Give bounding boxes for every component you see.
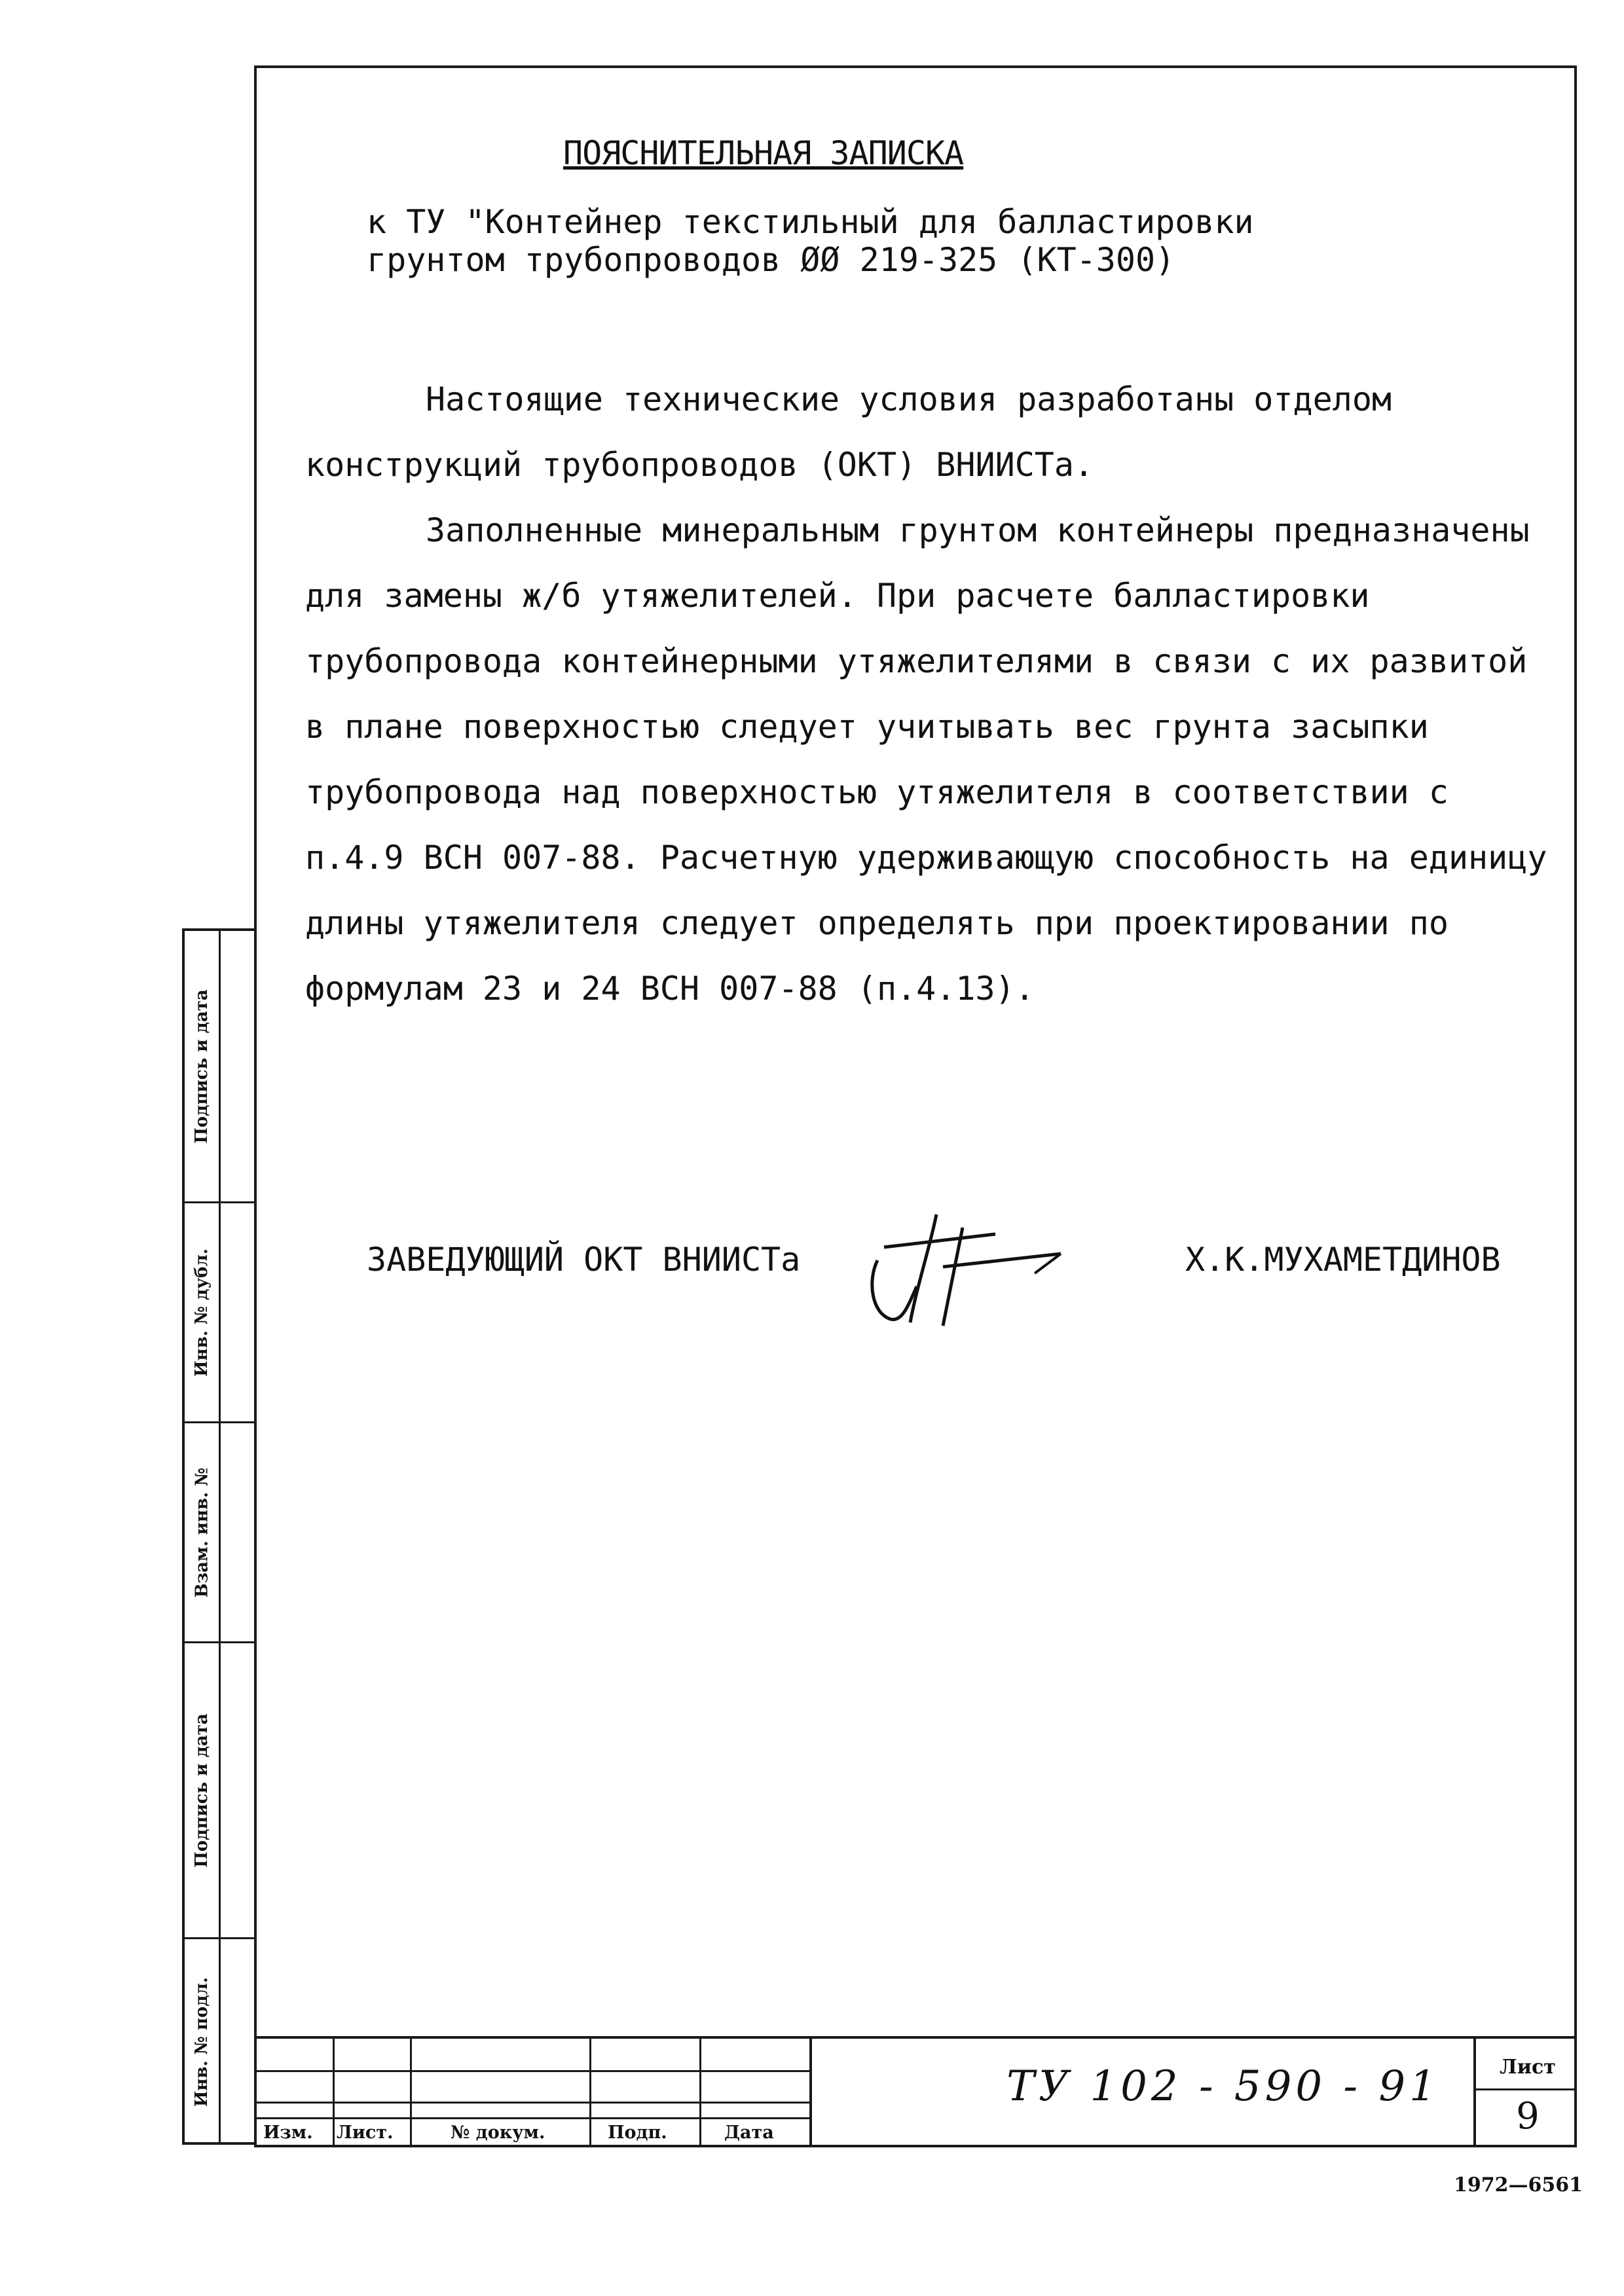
stamp-header-sheet: Лист. [337,2123,394,2143]
document-subtitle [367,203,1254,279]
signatory-role: ЗАВЕДУЮЩИЙ ОКТ ВНИИСТа [367,1241,801,1279]
paragraph-1: Настоящие технические условия разработаны отделом конструкций трубопроводов (ОКТ) ВНИИСТа. [305,380,1392,484]
signatory-name: Х.К.МУХАМЕТДИНОВ [1185,1241,1501,1279]
print-code: 1972—6561 [1454,2174,1583,2196]
sidebar-cell-replacement-inv [185,1423,254,1643]
subtitle-line-1: к ТУ "Контейнер текстильный для балластировки [367,203,1254,241]
title-block-stamp [254,2036,1577,2147]
document-code: ТУ 102 - 590 - 91 [1006,2062,1440,2111]
sidebar-cell-original-inv [185,1939,254,2145]
side-registration-strip [182,928,254,2145]
sidebar-label: Подпись и дата [192,1713,212,1868]
stamp-header-signature: Подп. [608,2123,667,2143]
sidebar-label: Инв. № подл. [192,1977,212,2107]
sidebar-cell-duplicate-inv [185,1203,254,1423]
body-text [305,367,1549,1021]
sidebar-label: Взам. инв. № [192,1467,212,1597]
sidebar-label: Инв. № дубл. [192,1248,212,1377]
stamp-header-date: Дата [724,2123,774,2143]
sheet-label: Лист [1500,2056,1556,2079]
stamp-header-doc-number: № докум. [451,2123,545,2143]
sheet-number: 9 [1516,2095,1540,2138]
handwritten-signature [864,1208,1074,1332]
sidebar-cell-signature-date-2 [185,1643,254,1939]
paragraph-2: Заполненные минеральным грунтом контейнеры предназначены для замены ж/б утяжелителей. При расчете балластировки трубопровода контейнерными утяжелителями в связи с их развитой в плане поверхностью следует учитывать вес грунта засыпки трубопровода над поверхностью утяжелителя в соответствии с п.4.9 ВСН 007-88. Расчетную удерживающую способность на единицу длины утяжелителя следует определять при проектировании по формулам 23 и 24 ВСН 007-88 (п.4.13). [305,511,1547,1008]
document-title: ПОЯСНИТЕЛЬНАЯ ЗАПИСКА [563,134,964,172]
subtitle-line-2: грунтом трубопроводов ØØ 219-325 (КТ-300) [367,241,1175,279]
stamp-header-change: Изм. [263,2123,313,2143]
sidebar-label: Подпись и дата [192,989,212,1144]
sidebar-cell-signature-date-1 [185,931,254,1203]
